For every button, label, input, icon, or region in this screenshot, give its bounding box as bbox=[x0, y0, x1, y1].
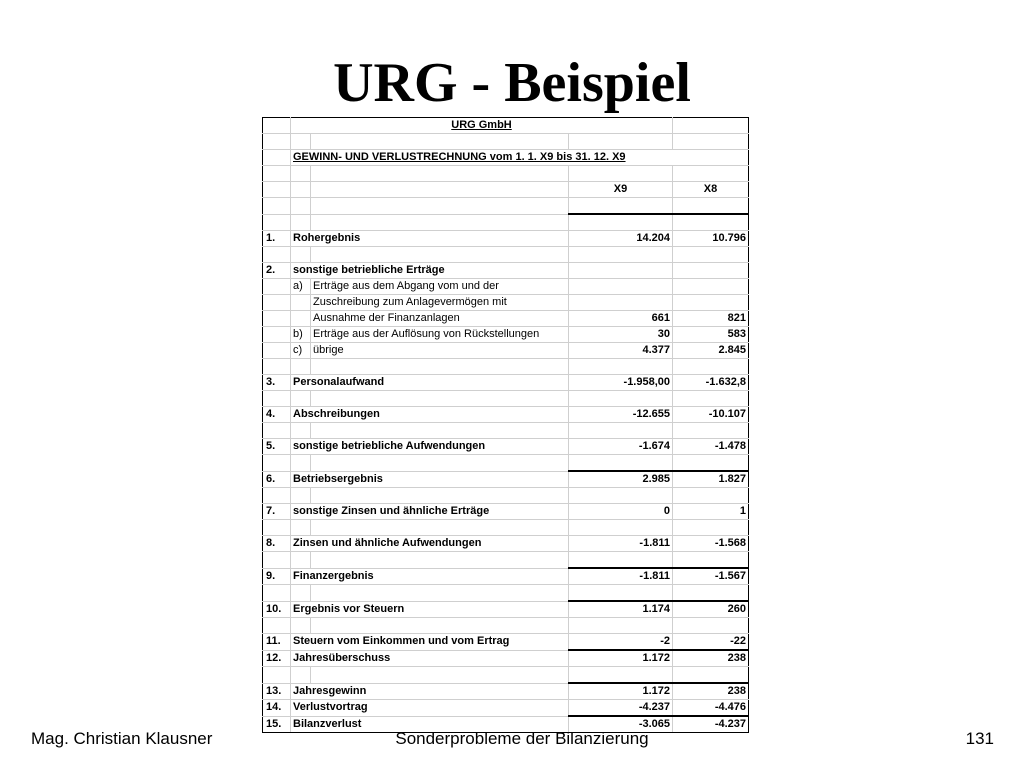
row-number: 6. bbox=[263, 471, 291, 488]
income-statement-sheet bbox=[262, 117, 748, 730]
value-x8: 821 bbox=[673, 311, 749, 327]
row-label: Ergebnis vor Steuern bbox=[291, 601, 569, 618]
value-x8: 2.845 bbox=[673, 343, 749, 359]
blank-row bbox=[263, 214, 749, 231]
value-x8: -1.567 bbox=[673, 568, 749, 585]
table-row bbox=[263, 375, 749, 391]
table-row bbox=[263, 407, 749, 423]
blank-row bbox=[263, 134, 749, 150]
table-row bbox=[263, 601, 749, 618]
value-x9: 30 bbox=[569, 327, 673, 343]
row-label: Verlustvortrag bbox=[291, 700, 569, 717]
value-x9: 14.204 bbox=[569, 231, 673, 247]
sub-item-letter: a) bbox=[291, 279, 311, 295]
table-row bbox=[263, 295, 749, 311]
blank-row bbox=[263, 166, 749, 182]
blank-row bbox=[263, 488, 749, 504]
value-x9: -2 bbox=[569, 634, 673, 651]
blank-row bbox=[263, 552, 749, 569]
value-x9: -3.065 bbox=[569, 716, 673, 733]
value-x9: 1.172 bbox=[569, 650, 673, 667]
company-row bbox=[263, 118, 749, 134]
table-row bbox=[263, 536, 749, 552]
value-x9: 1.172 bbox=[569, 683, 673, 700]
row-number: 13. bbox=[263, 683, 291, 700]
value-x9: 4.377 bbox=[569, 343, 673, 359]
row-number: 14. bbox=[263, 700, 291, 717]
blank-row bbox=[263, 585, 749, 602]
value-x8: 1 bbox=[673, 504, 749, 520]
sub-item-text: Erträge aus der Auflösung von Rückstellungen bbox=[311, 327, 569, 343]
table-row bbox=[263, 471, 749, 488]
row-label: Rohergebnis bbox=[291, 231, 569, 247]
value-x9: 2.985 bbox=[569, 471, 673, 488]
blank-row bbox=[263, 359, 749, 375]
value-x8: 1.827 bbox=[673, 471, 749, 488]
value-x9: -1.811 bbox=[569, 568, 673, 585]
value-x8: 10.796 bbox=[673, 231, 749, 247]
company-name: URG GmbH bbox=[291, 118, 673, 134]
table-row bbox=[263, 327, 749, 343]
table-row bbox=[263, 343, 749, 359]
sub-item-letter: c) bbox=[291, 343, 311, 359]
slide-title: URG - Beispiel bbox=[333, 52, 691, 114]
value-x9: -4.237 bbox=[569, 700, 673, 717]
table-row bbox=[263, 279, 749, 295]
value-x8: -4.476 bbox=[673, 700, 749, 717]
value-x8: -1.568 bbox=[673, 536, 749, 552]
blank-row bbox=[263, 198, 749, 215]
value-x9: -1.674 bbox=[569, 439, 673, 455]
blank-row bbox=[263, 247, 749, 263]
value-x8: 238 bbox=[673, 683, 749, 700]
value-x8: 583 bbox=[673, 327, 749, 343]
table-row bbox=[263, 634, 749, 651]
row-number: 3. bbox=[263, 375, 291, 391]
row-number: 2. bbox=[263, 263, 291, 279]
row-number: 8. bbox=[263, 536, 291, 552]
value-x8: 238 bbox=[673, 650, 749, 667]
column-header-row bbox=[263, 182, 749, 198]
row-number: 10. bbox=[263, 601, 291, 618]
blank-row bbox=[263, 423, 749, 439]
table-row bbox=[263, 683, 749, 700]
table-row bbox=[263, 700, 749, 717]
footer-author: Mag. Christian Klausner bbox=[31, 729, 213, 748]
value-x8: -1.478 bbox=[673, 439, 749, 455]
blank-row bbox=[263, 520, 749, 536]
row-number: 12. bbox=[263, 650, 291, 667]
row-number: 9. bbox=[263, 568, 291, 585]
table-row bbox=[263, 263, 749, 279]
row-label: Finanzergebnis bbox=[291, 568, 569, 585]
value-x9: 0 bbox=[569, 504, 673, 520]
statement-title-row bbox=[263, 150, 749, 166]
value-x9: -1.958,00 bbox=[569, 375, 673, 391]
table-row bbox=[263, 504, 749, 520]
row-number: 1. bbox=[263, 231, 291, 247]
table-row bbox=[263, 650, 749, 667]
row-number: 5. bbox=[263, 439, 291, 455]
sub-item-text: Erträge aus dem Abgang vom und der bbox=[311, 279, 569, 295]
income-statement-table bbox=[262, 117, 749, 733]
table-row bbox=[263, 311, 749, 327]
blank-row bbox=[263, 455, 749, 472]
value-x9: -12.655 bbox=[569, 407, 673, 423]
sub-item-text: übrige bbox=[311, 343, 569, 359]
sub-item-text: Zuschreibung zum Anlagevermögen mit bbox=[311, 295, 569, 311]
value-x8: -4.237 bbox=[673, 716, 749, 733]
table-row bbox=[263, 568, 749, 585]
value-x9: 661 bbox=[569, 311, 673, 327]
statement-title: GEWINN- UND VERLUSTRECHNUNG vom 1. 1. X9 bis 31. 12. X9 bbox=[291, 150, 749, 166]
row-label: Bilanzverlust bbox=[291, 716, 569, 733]
value-x8: -10.107 bbox=[673, 407, 749, 423]
row-label: sonstige Zinsen und ähnliche Erträge bbox=[291, 504, 569, 520]
value-x9: -1.811 bbox=[569, 536, 673, 552]
value-x8: -1.632,8 bbox=[673, 375, 749, 391]
value-x8: -22 bbox=[673, 634, 749, 651]
footer-page-number: 131 bbox=[965, 729, 994, 748]
row-label: Betriebsergebnis bbox=[291, 471, 569, 488]
table-row bbox=[263, 231, 749, 247]
value-x8: 260 bbox=[673, 601, 749, 618]
row-label: Personalaufwand bbox=[291, 375, 569, 391]
row-number: 4. bbox=[263, 407, 291, 423]
sub-item-text: Ausnahme der Finanzanlagen bbox=[311, 311, 569, 327]
row-label: Abschreibungen bbox=[291, 407, 569, 423]
row-number: 11. bbox=[263, 634, 291, 651]
blank-row bbox=[263, 391, 749, 407]
row-label: sonstige betriebliche Erträge bbox=[291, 263, 569, 279]
value-x9: 1.174 bbox=[569, 601, 673, 618]
row-label: Jahresgewinn bbox=[291, 683, 569, 700]
sub-item-letter: b) bbox=[291, 327, 311, 343]
column-header-x9: X9 bbox=[569, 182, 673, 198]
blank-row bbox=[263, 667, 749, 684]
blank-row bbox=[263, 618, 749, 634]
row-number: 15. bbox=[263, 716, 291, 733]
column-header-x8: X8 bbox=[673, 182, 749, 198]
row-label: Steuern vom Einkommen und vom Ertrag bbox=[291, 634, 569, 651]
row-label: sonstige betriebliche Aufwendungen bbox=[291, 439, 569, 455]
table-row bbox=[263, 439, 749, 455]
footer-topic: Sonderprobleme der Bilanzierung bbox=[395, 729, 649, 748]
row-label: Zinsen und ähnliche Aufwendungen bbox=[291, 536, 569, 552]
row-label: Jahresüberschuss bbox=[291, 650, 569, 667]
row-number: 7. bbox=[263, 504, 291, 520]
